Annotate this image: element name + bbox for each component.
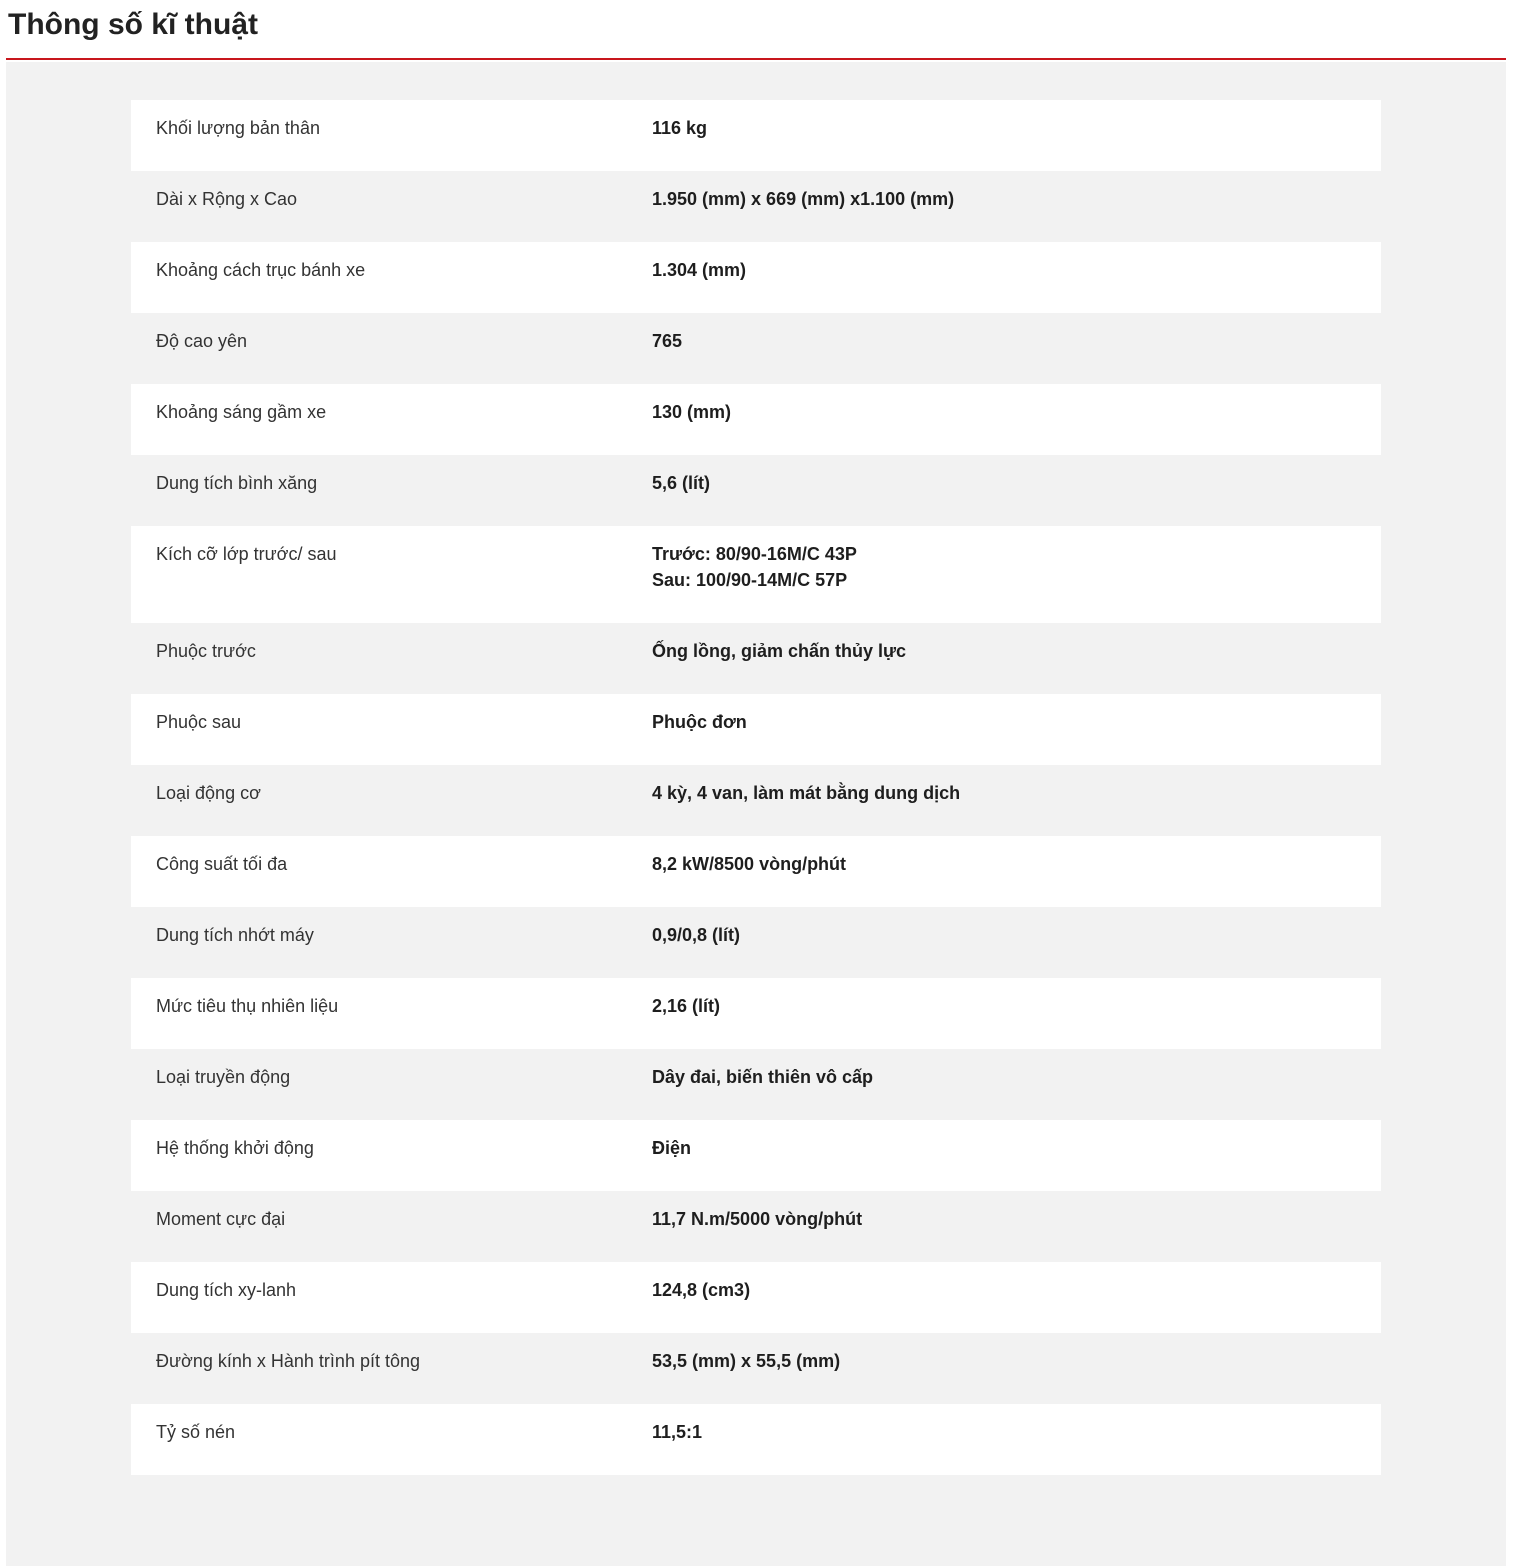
page-title: Thông số kĩ thuật [8,8,258,41]
spec-value: 130 (mm) [652,402,732,422]
spec-label: Moment cực đại [156,1209,286,1229]
spec-value: 11,7 N.m/5000 vòng/phút [652,1209,863,1229]
spec-value: Điện [652,1138,692,1158]
spec-row [131,623,1381,694]
spec-row [131,694,1381,765]
spec-row [131,242,1381,313]
spec-label: Hệ thống khởi động [156,1138,314,1158]
spec-value-rear: Sau: 100/90-14M/C 57P [652,570,848,590]
spec-row [131,526,1381,623]
spec-row [131,907,1381,978]
spec-value: 124,8 (cm3) [652,1280,751,1300]
spec-value: 11,5:1 [652,1422,703,1442]
spec-row [131,1404,1381,1475]
spec-row [131,100,1381,171]
spec-panel [6,62,1506,1566]
spec-value: 4 kỳ, 4 van, làm mát bằng dung dịch [652,783,961,803]
spec-value: 2,16 (lít) [652,996,721,1016]
spec-label: Dung tích xy-lanh [156,1280,297,1300]
spec-label: Loại động cơ [156,783,261,803]
spec-value: Phuộc đơn [652,712,747,732]
spec-row [131,313,1381,384]
spec-value: 765 [652,331,683,351]
spec-value: Dây đai, biến thiên vô cấp [652,1067,874,1087]
spec-row [131,1333,1381,1404]
spec-value: 1.950 (mm) x 669 (mm) x1.100 (mm) [652,189,955,209]
section-header [6,0,1506,60]
spec-value-front: Trước: 80/90-16M/C 43P [652,544,857,564]
spec-label: Kích cỡ lớp trước/ sau [156,544,337,564]
spec-value: 8,2 kW/8500 vòng/phút [652,854,847,874]
spec-label: Dung tích nhớt máy [156,925,314,945]
spec-label: Khoảng cách trục bánh xe [156,260,366,280]
spec-label: Tỷ số nén [156,1422,236,1442]
spec-value: Ống lồng, giảm chấn thủy lực [652,641,907,661]
spec-value: 116 kg [652,118,708,138]
spec-row [131,836,1381,907]
spec-row [131,765,1381,836]
spec-label: Phuộc trước [156,641,256,661]
spec-value: 1.304 (mm) [652,260,747,280]
spec-label: Công suất tối đa [156,854,288,874]
spec-label: Khoảng sáng gầm xe [156,402,327,422]
spec-label: Dài x Rộng x Cao [156,189,298,209]
spec-label: Độ cao yên [156,331,248,351]
spec-value: 5,6 (lít) [652,473,711,493]
spec-row [131,978,1381,1049]
spec-value: 0,9/0,8 (lít) [652,925,741,945]
spec-value [652,541,1381,623]
spec-row [131,1049,1381,1120]
spec-row [131,1120,1381,1191]
spec-label: Dung tích bình xăng [156,473,318,493]
spec-table [131,100,1381,1475]
spec-label: Đường kính x Hành trình pít tông [156,1351,420,1371]
spec-row [131,455,1381,526]
spec-label: Phuộc sau [156,712,242,732]
spec-label: Mức tiêu thụ nhiên liệu [156,996,339,1016]
spec-row [131,1262,1381,1333]
spec-label: Loại truyền động [156,1067,291,1087]
spec-row [131,171,1381,242]
spec-value: 53,5 (mm) x 55,5 (mm) [652,1351,841,1371]
spec-row [131,384,1381,455]
spec-label: Khối lượng bản thân [156,118,320,138]
spec-row [131,1191,1381,1262]
